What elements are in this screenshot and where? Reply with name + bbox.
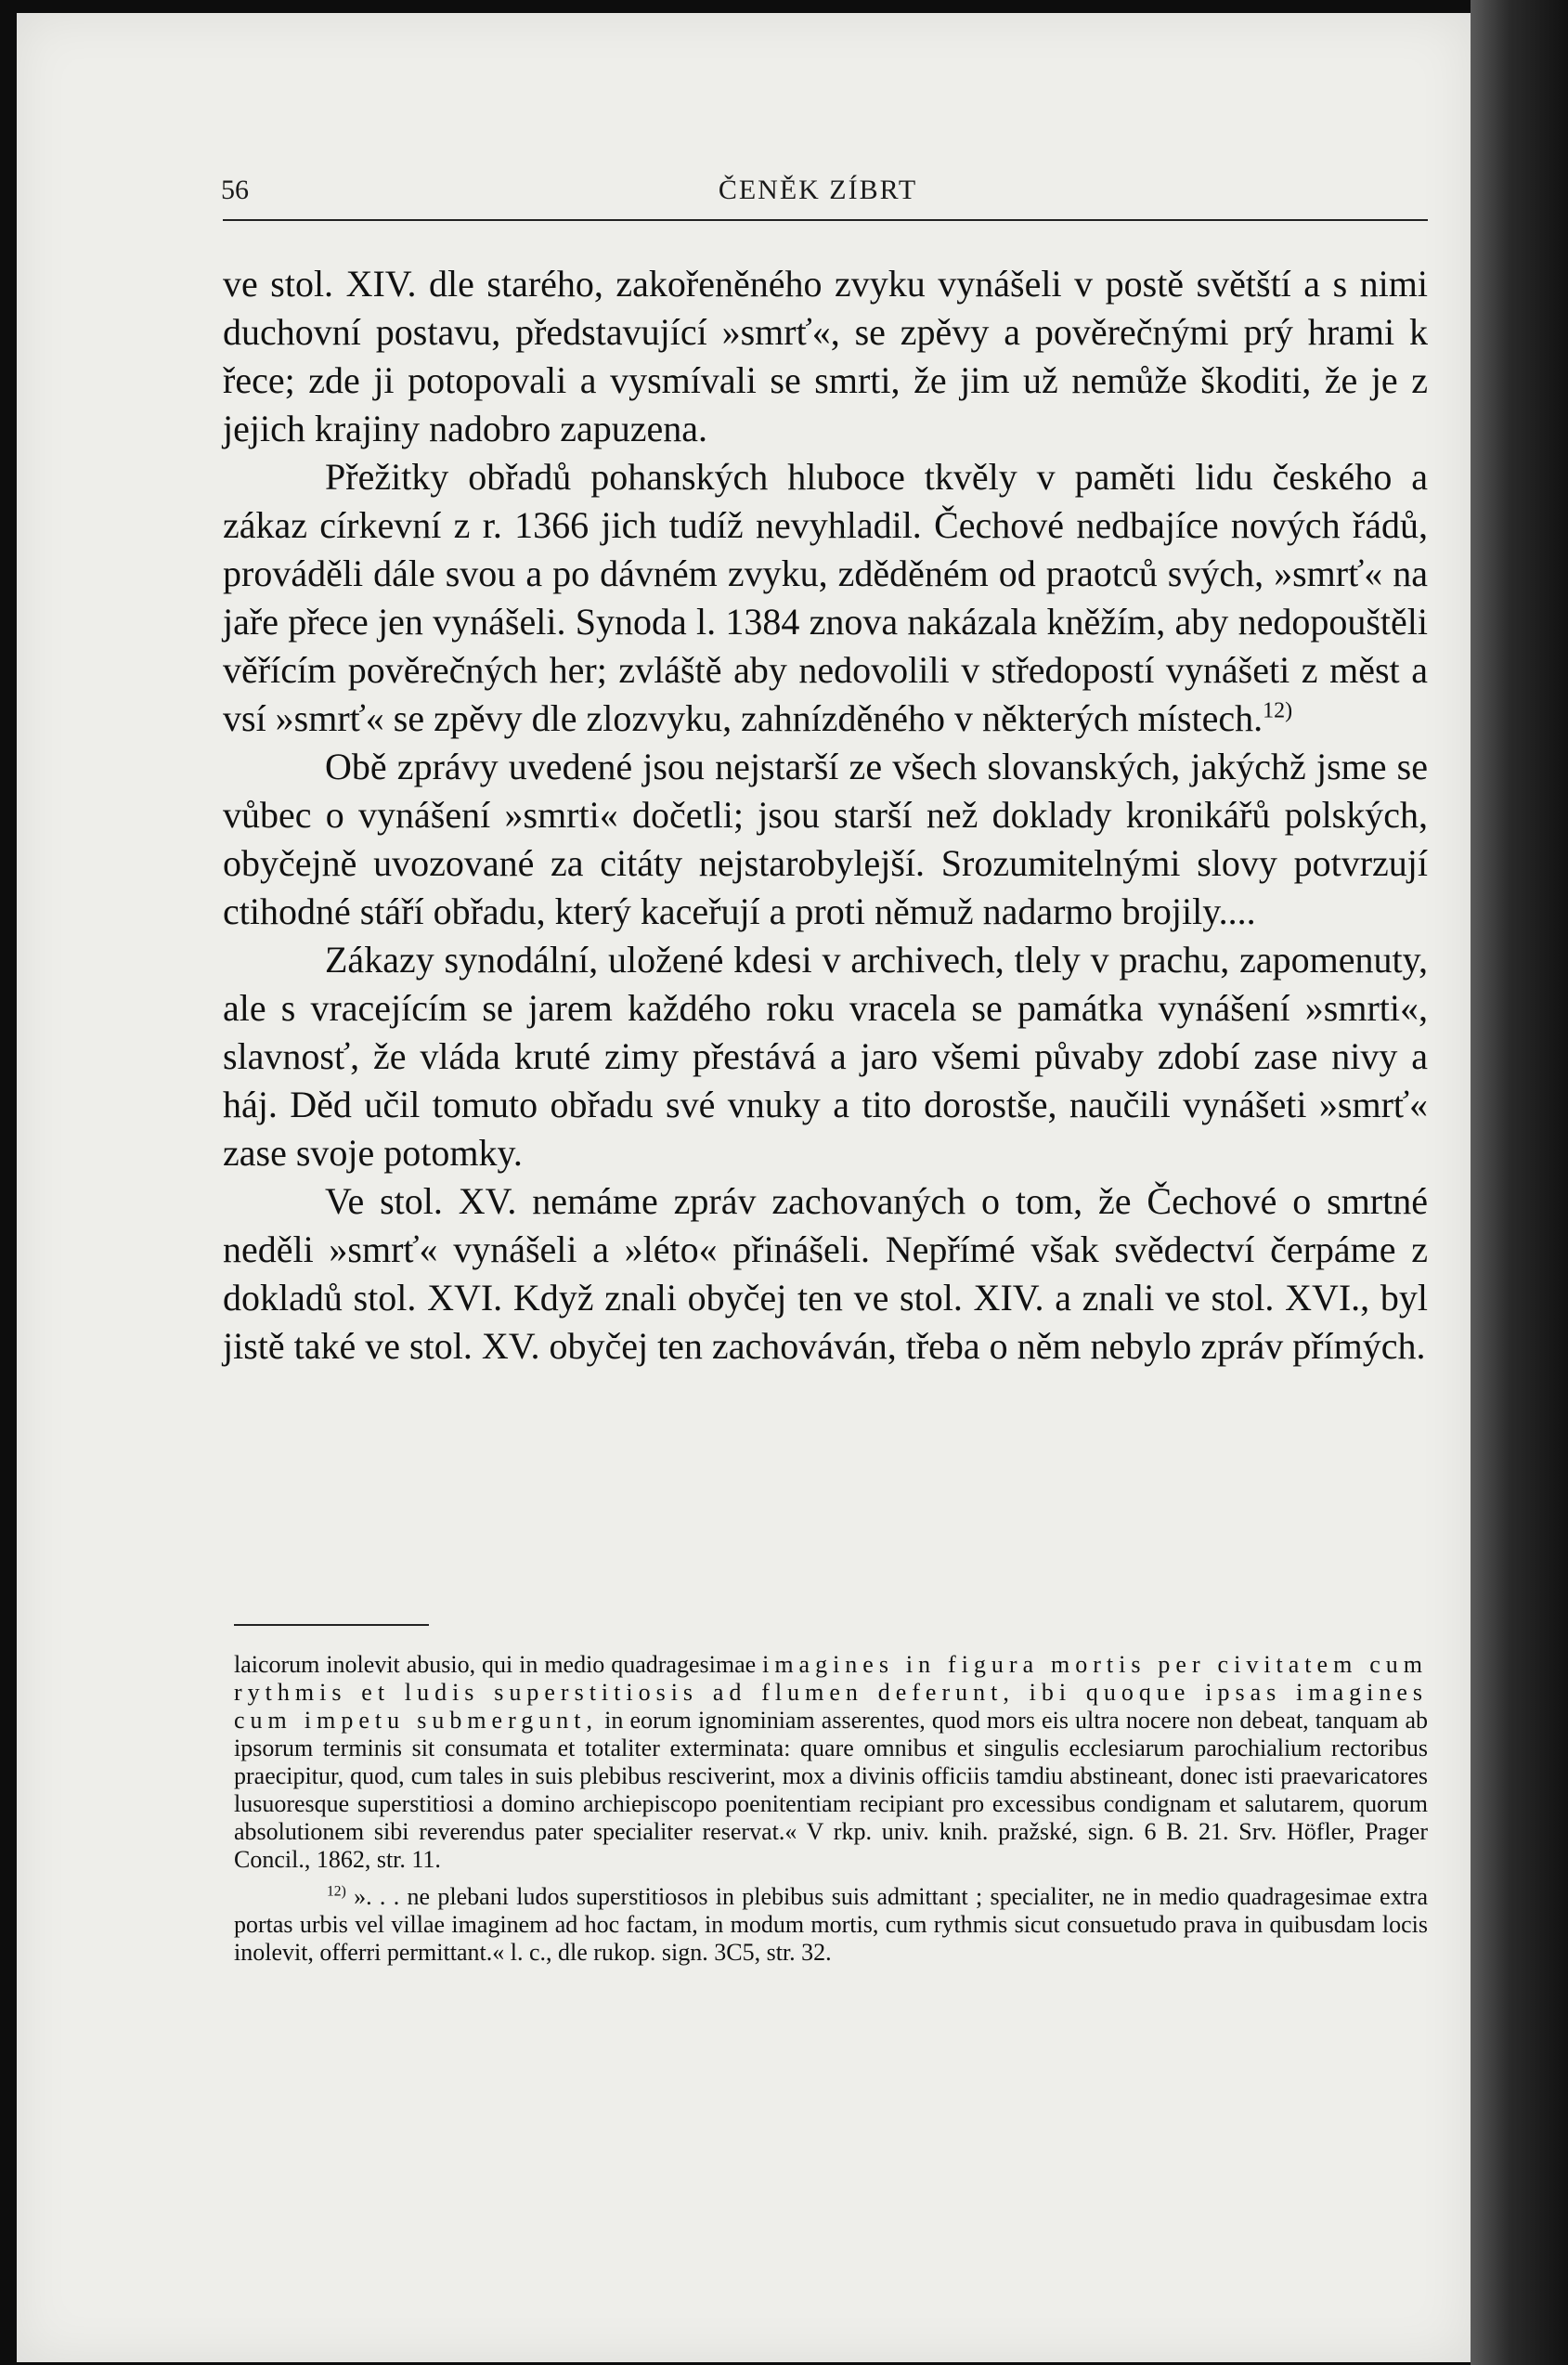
page-header bbox=[206, 165, 1430, 221]
page-number: 56 bbox=[221, 175, 249, 205]
paragraph-5: Ve stol. XV. nemáme zpráv zachovaných o tom, že Čechové o smrtné neděli »smrť« vynášeli a »léto« přinášeli. Nepřímé však svědectví čerpáme z dokladů stol. XVI. Když znali obyčej ten ve stol. XIV. a znali ve stol. XVI., byl jistě také ve stol. XV. obyčej ten zachováván, třeba o něm nebylo zpráv přímých. bbox=[223, 1180, 1428, 1367]
footnote-continued bbox=[234, 1651, 1428, 1874]
paragraph-2-text: Přežitky obřadů pohanských hluboce tkvěly v paměti lidu českého a zákaz církevní z r. 1366 jich tudíž nevyhladil. Čechové nedbajíce nových řádů, prováděli dále svou a po dávném zvyku, zděděném od praotců svých, »smrť« na jaře přece jen vynášeli. Synoda l. 1384 znova nakázala kněžím, aby nedopouštěli věřícím pověrečných her; zvláště aby nedovolili v středopostí vynášeti z měst a vsí »smrť« se zpěvy dle zlozvyku, zahnízděného v některých místech. bbox=[223, 456, 1428, 739]
footnote-12-marker: 12) bbox=[327, 1883, 346, 1900]
footnote-ref: 12) bbox=[1263, 698, 1293, 723]
paragraph-4: Zákazy synodální, uložené kdesi v archivech, tlely v prachu, zapomenuty, ale s vracejícím se jarem každého roku vracela se památka vynášení »smrti«, slavnosť, že vláda kruté zimy přestává a jaro všemi půvaby zdobí zase nivy a háj. Děd učil tomuto obřadu své vnuky a tito dorostše, naučili vynášeti »smrť« zase svoje potomky. bbox=[223, 939, 1428, 1174]
footnote-1-part-1: laicorum inolevit abusio, qui in medio quadragesimae bbox=[234, 1651, 763, 1678]
header-rule bbox=[223, 219, 1428, 221]
page-edge-shadow bbox=[1471, 0, 1568, 2365]
paragraph-3: Obě zprávy uvedené jsou nejstarší ze všech slovanských, jakýchž jsme se vůbec o vynášení »smrti« dočetli; jsou starší než doklady kronikářů polských, obyčejně uvozované za citáty nejstarobylejší. Srozumitelnými slovy potvrzují ctihodné stáří obřadu, který kaceřují a proti němuž nadarmo brojily.... bbox=[223, 746, 1428, 932]
footnote-1-spaced: imagines in figura mortis per civitatem cum rythmis et ludis superstitiosis ad flumen deferunt, ibi quoque ipsas imagines cum impetu submergunt, bbox=[234, 1651, 1428, 1734]
footnote-1-part-2: in eorum ignominiam asserentes, quod mors eis ultra nocere non debeat, tanquam ab ipsorum terminis sit consumata et totaliter exterminata: quare omnibus et singulis ecclesiarum parochialium rectoribus praecipitur, quod, cum tales in suis plebibus resciverint, mox a divinis officiis tamdiu abstineant, donec isti praevaricatores lusuoresque superstitiosi a domino archiepiscopo poenitentiam recipiant pro excessibus condignam et salutarem, quorum absolutionem sibi reverendus pater specialiter reservat.« V rkp. univ. knih. pražské, sign. 6 B. 21. Srv. Höfler, Prager Concil., 1862, str. 11. bbox=[234, 1707, 1428, 1873]
running-head: ČENĚK ZÍBRT bbox=[718, 175, 918, 205]
paragraph-2 bbox=[223, 453, 1428, 743]
paragraph-1: ve stol. XIV. dle starého, zakořeněného zvyku vynášeli v postě světští a s nimi duchovní postavu, představující »smrť«, se zpěvy a pověrečnými prý hrami k řece; zde ji potopovali a vysmívali se smrti, že jim už nemůže škoditi, že je z jejich krajiny nadobro zapuzena. bbox=[223, 263, 1428, 449]
footnote-12-text: ». . . ne plebani ludos superstitiosos in plebibus suis admittant ; specialiter, ne in medio quadragesimae extra portas urbis vel villae imaginem ad hoc factam, in modum mortis, cum rythmis sicut consuetudo prava in quibusdam locis inolevit, offerri permittant.« l. c., dle rukop. sign. 3C5, str. 32. bbox=[234, 1883, 1428, 1966]
footnote-12 bbox=[234, 1883, 1428, 1967]
main-text bbox=[223, 260, 1428, 1371]
footnotes bbox=[234, 1651, 1428, 1967]
footnote-rule bbox=[234, 1624, 429, 1626]
